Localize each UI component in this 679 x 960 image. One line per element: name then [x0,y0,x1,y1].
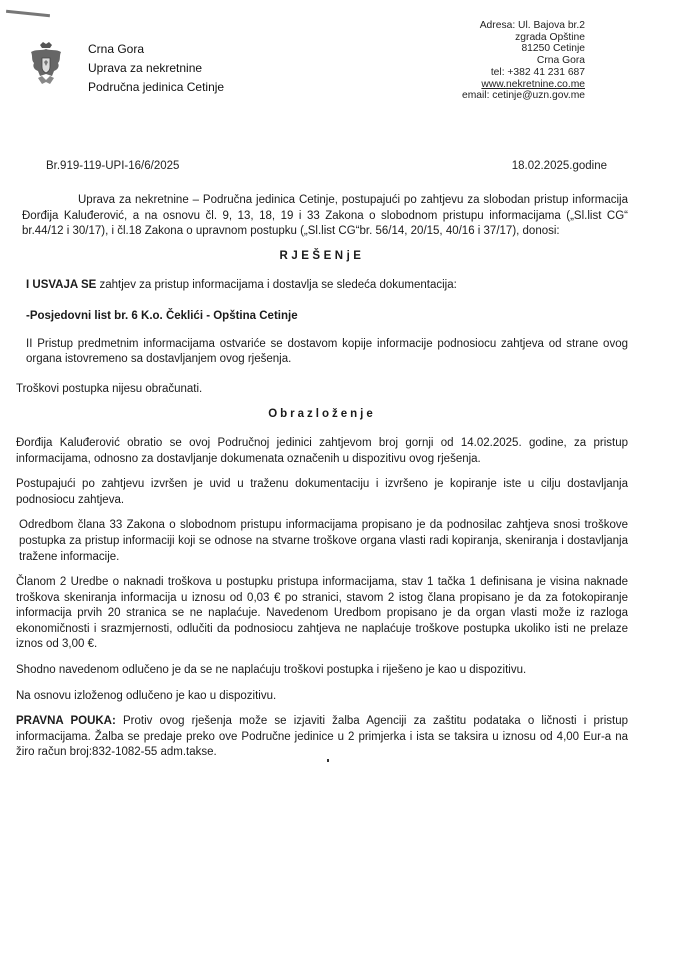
address-block [462,20,585,102]
address-phone: tel: +382 41 231 687 [490,66,585,78]
org-line-country: Crna Gora [88,42,145,56]
address-email[interactable]: email: cetinje@uzn.gov.me [461,90,585,102]
reasoning-paragraph-6: Na osnovu izloženog odlučeno je kao u dispozitivu. [16,689,277,702]
organization-name [88,40,224,97]
legal-notice [16,714,628,761]
address-country: Crna Gora [536,55,585,67]
reasoning-paragraph-4: Članom 2 Uredbe o naknadi troškova u postupku pristupa informacijama, stav 1 tačka 1 definisana je visina naknade troškova skeniranja informacija u iznosu od 0,03 € po stranici, stavom 2 istog člana propisano je da za fotokopiranje informacija prvih 20 stranica se ne naplaćuje. Navedenom Uredbom propisano je da organ vlasti može iz razloga ekonomičnosti i srazmjernosti, odlučiti da podnosiocu zahtjeva ne naplaćuje troškove postupka ukoliko isti ne prelaze iznos od 3,00 €. [16,576,628,651]
document-item: -Posjedovni list br. 6 K.o. Čeklići - Opština Cetinje [26,309,298,322]
scan-mark [6,10,50,18]
reasoning-paragraph-5: Shodno navedenom odlučeno je da se ne naplaćuju troškovi postupka i riješeno je kao u dispozitivu. [16,664,527,677]
intro-paragraph: Uprava za nekretnine – Područna jedinica Cetinje, postupajući po zahtjevu za slobodan pristup informacija Đorđija Kaluđerović, a na osnovu čl. 9, 13, 18, 19 i 33 Zakona o slobodnom pristupu informacijama („Sl.list CG“ br.44/12 i 30/17), i čl.18 Zakona o upravnom postupku („Sl.list CG“br. 56/14, 20/15, 40/16 i 37/17), donosi: [22,194,628,238]
legal-notice-text: Protiv ovog rješenja može se izjaviti žalba Agenciji za zaštitu podataka o ličnosti i pristup informacijama. Žalba se predaje preko ove Područne jedinice u 2 primjerka i ista se taksira u iznosu od 4,00 Eur-a na žiro račun broj:832-1082-55 adm.takse. [16,715,628,759]
montenegro-coat-of-arms-icon [26,40,66,88]
reasoning-paragraph-1: Đorđija Kaluđerović obratio se ovoj Područnoj jedinici zahtjevom broj gornji od 14.02.2025. godine, za pristup informacijama, odnosno za dostavljanje dokumenata označenih u dispozitivu ovog rješenja. [16,436,628,465]
decision-item-2: II Pristup predmetnim informacijama ostvariće se dostavom kopije informacije podnosiocu zahtjeva od strane ovog organa istovremeno sa dostavljanjem ovog rješenja. [26,337,628,366]
address-street: Adresa: Ul. Bajova br.2 [479,20,585,31]
decision-item-1-label: I USVAJA SE [26,279,97,292]
org-line-unit: Područna jedinica Cetinje [88,80,225,94]
legal-notice-label: PRAVNA POUKA: [16,715,116,728]
reasoning-title: Obrazloženje [268,408,376,421]
reference-date: 18.02.2025.godine [511,160,607,172]
decision-item-1 [16,278,628,294]
address-website-link[interactable]: www.nekretnine.co.me [481,78,585,90]
reasoning-paragraph-3: Odredbom člana 33 Zakona o slobodnom pristupu informacijama propisano je da podnosilac zahtjeva snosi troškove postupka za pristup informaciji koji se odnose na stvarne troškove organa vlasti radi kopiranja, skeniranja i dostavljanja tražene informacije. [19,519,628,563]
org-line-agency: Uprava za nekretnine [88,61,203,75]
decision-title: RJEŠENjE [279,249,365,262]
decision-item-1-text: zahtjev za pristup informacijama i dostavlja se sledeća dokumentacija: [96,279,457,292]
reasoning-paragraph-2: Postupajući po zahtjevu izvršen je uvid u traženu dokumentaciju i izvršeno je kopiranje iste u cilju dostavljanja podnosiocu zahtjeva. [16,478,628,506]
reference-line [46,160,607,172]
costs-statement: Troškovi postupka nijesu obračunati. [16,382,203,395]
scan-speck [327,759,329,762]
document-body [16,193,628,771]
address-postal: 81250 Cetinje [521,43,585,55]
reference-number: Br.919-119-UPI-16/6/2025 [46,160,180,172]
address-building: zgrada Opštine [515,31,585,43]
